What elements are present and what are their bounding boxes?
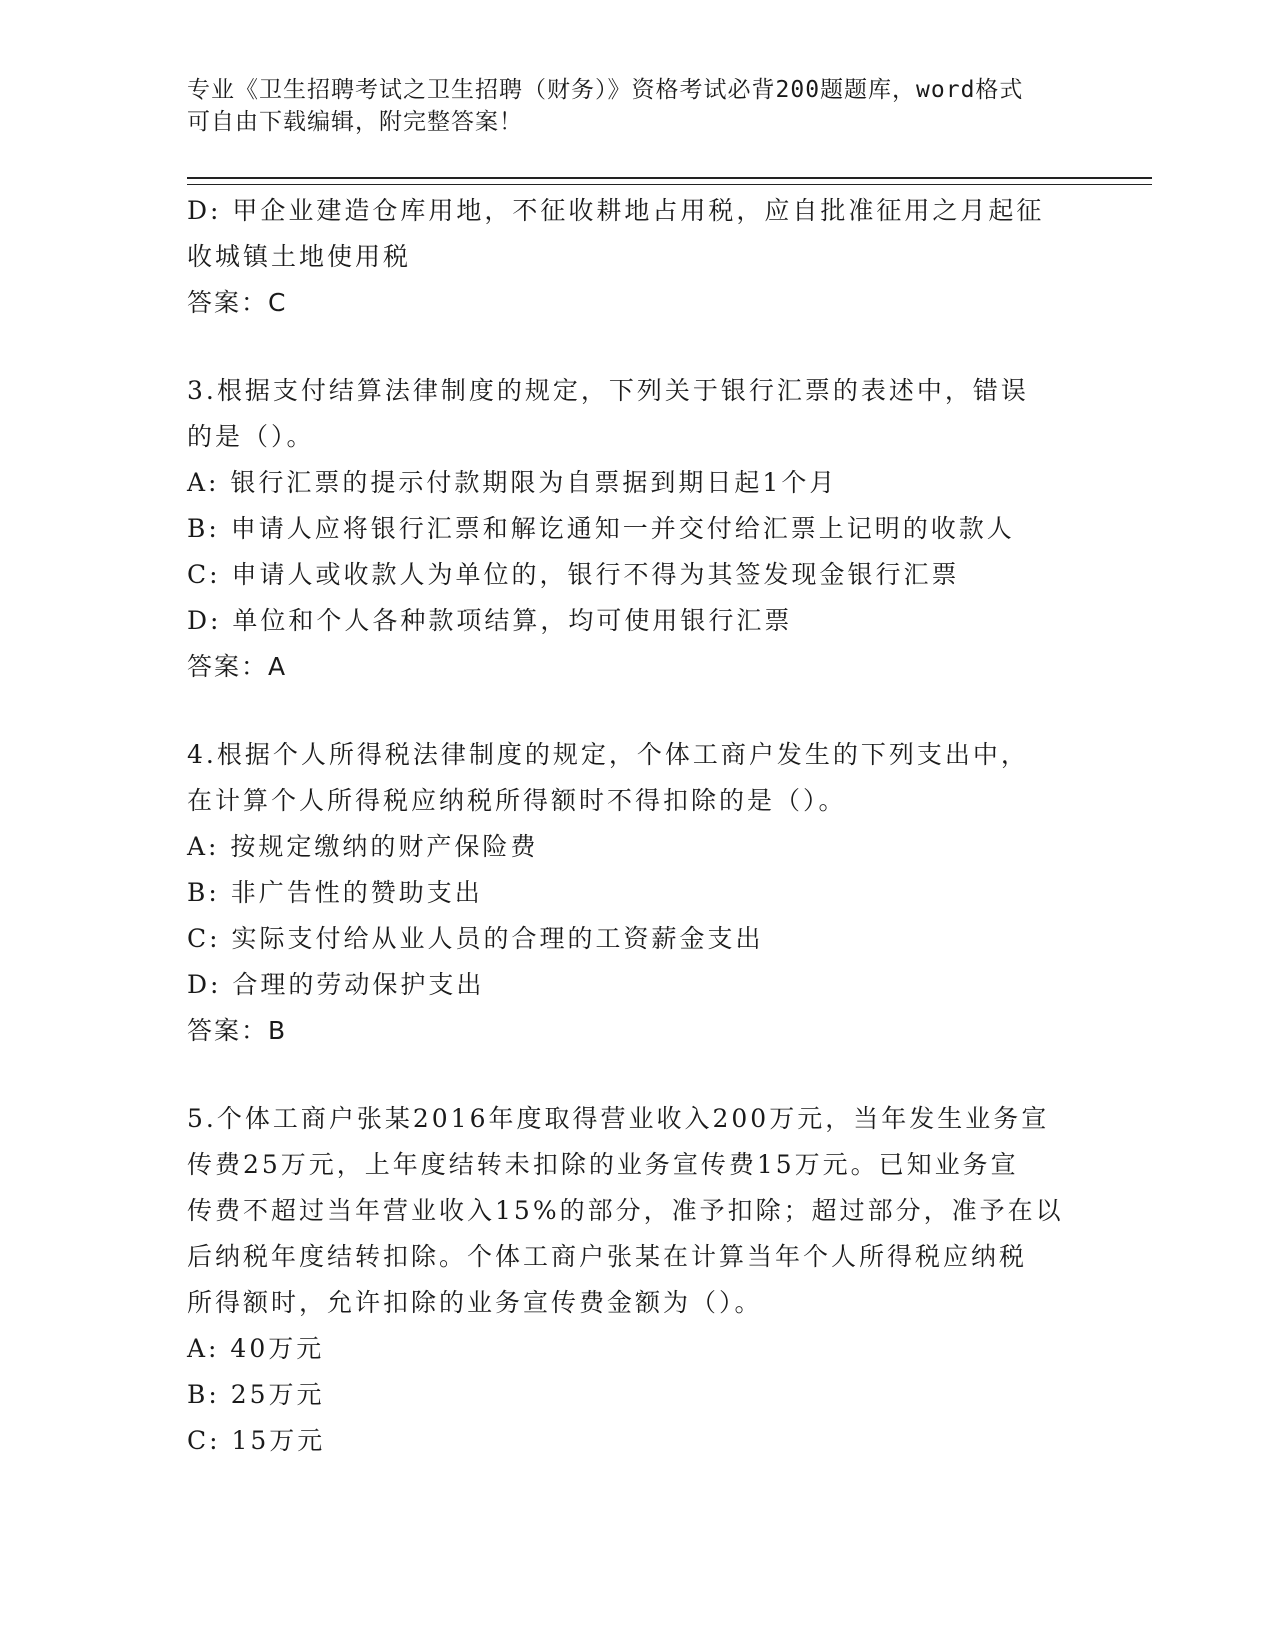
page-header <box>187 74 1087 138</box>
document-body <box>187 188 1087 1464</box>
q5-stem-line-3: 传费不超过当年营业收入15%的部分，准予扣除；超过部分，准予在以 <box>187 1196 1064 1225</box>
question-2-tail <box>187 188 1087 326</box>
q5-stem-line-2: 传费25万元，上年度结转未扣除的业务宣传费15万元。已知业务宣 <box>187 1150 1019 1179</box>
spacer <box>187 326 1087 368</box>
q4-stem-line-1: 4.根据个人所得税法律制度的规定，个体工商户发生的下列支出中， <box>187 740 1029 769</box>
question-4 <box>187 732 1087 1054</box>
q4-stem-line-2: 在计算个人所得税应纳税所得额时不得扣除的是（）。 <box>187 786 847 815</box>
q3-stem-line-1: 3.根据支付结算法律制度的规定，下列关于银行汇票的表述中，错误 <box>187 376 1029 405</box>
q5-stem-line-1: 5.个体工商户张某2016年度取得营业收入200万元，当年发生业务宣 <box>187 1104 1050 1133</box>
q4-option-c: C: 实际支付给从业人员的合理的工资薪金支出 <box>187 924 764 953</box>
q5-stem-line-4: 后纳税年度结转扣除。个体工商户张某在计算当年个人所得税应纳税 <box>187 1242 1028 1271</box>
q3-option-d: D: 单位和个人各种款项结算，均可使用银行汇票 <box>187 606 793 635</box>
q3-option-c: C: 申请人或收款人为单位的，银行不得为其签发现金银行汇票 <box>187 560 960 589</box>
q5-option-a: A: 40万元 <box>187 1334 325 1363</box>
q5-option-b: B: 25万元 <box>187 1380 325 1409</box>
q3-answer: 答案：A <box>187 652 288 681</box>
q4-option-a: A: 按规定缴纳的财产保险费 <box>187 832 539 861</box>
q2-option-d-line-2: 收城镇土地使用税 <box>187 242 412 271</box>
header-title-line-1: 专业《卫生招聘考试之卫生招聘（财务）》资格考试必背200题题库，word格式 <box>187 77 1024 103</box>
q4-answer: 答案：B <box>187 1016 288 1045</box>
q5-stem-line-5: 所得额时，允许扣除的业务宣传费金额为（）。 <box>187 1288 763 1317</box>
q3-stem-line-2: 的是（）。 <box>187 422 315 451</box>
spacer <box>187 690 1087 732</box>
q4-option-b: B: 非广告性的赞助支出 <box>187 878 483 907</box>
q5-option-c: C: 15万元 <box>187 1426 326 1455</box>
q2-answer: 答案：C <box>187 288 288 317</box>
header-title-line-2: 可自由下载编辑，附完整答案！ <box>187 109 523 135</box>
header-divider <box>187 177 1152 185</box>
question-5 <box>187 1096 1087 1464</box>
q3-option-b: B: 申请人应将银行汇票和解讫通知一并交付给汇票上记明的收款人 <box>187 514 1015 543</box>
spacer <box>187 1054 1087 1096</box>
question-3 <box>187 368 1087 690</box>
q4-option-d: D: 合理的劳动保护支出 <box>187 970 485 999</box>
q2-option-d-line-1: D: 甲企业建造仓库用地，不征收耕地占用税，应自批准征用之月起征 <box>187 196 1045 225</box>
q3-option-a: A: 银行汇票的提示付款期限为自票据到期日起1个月 <box>187 468 838 497</box>
